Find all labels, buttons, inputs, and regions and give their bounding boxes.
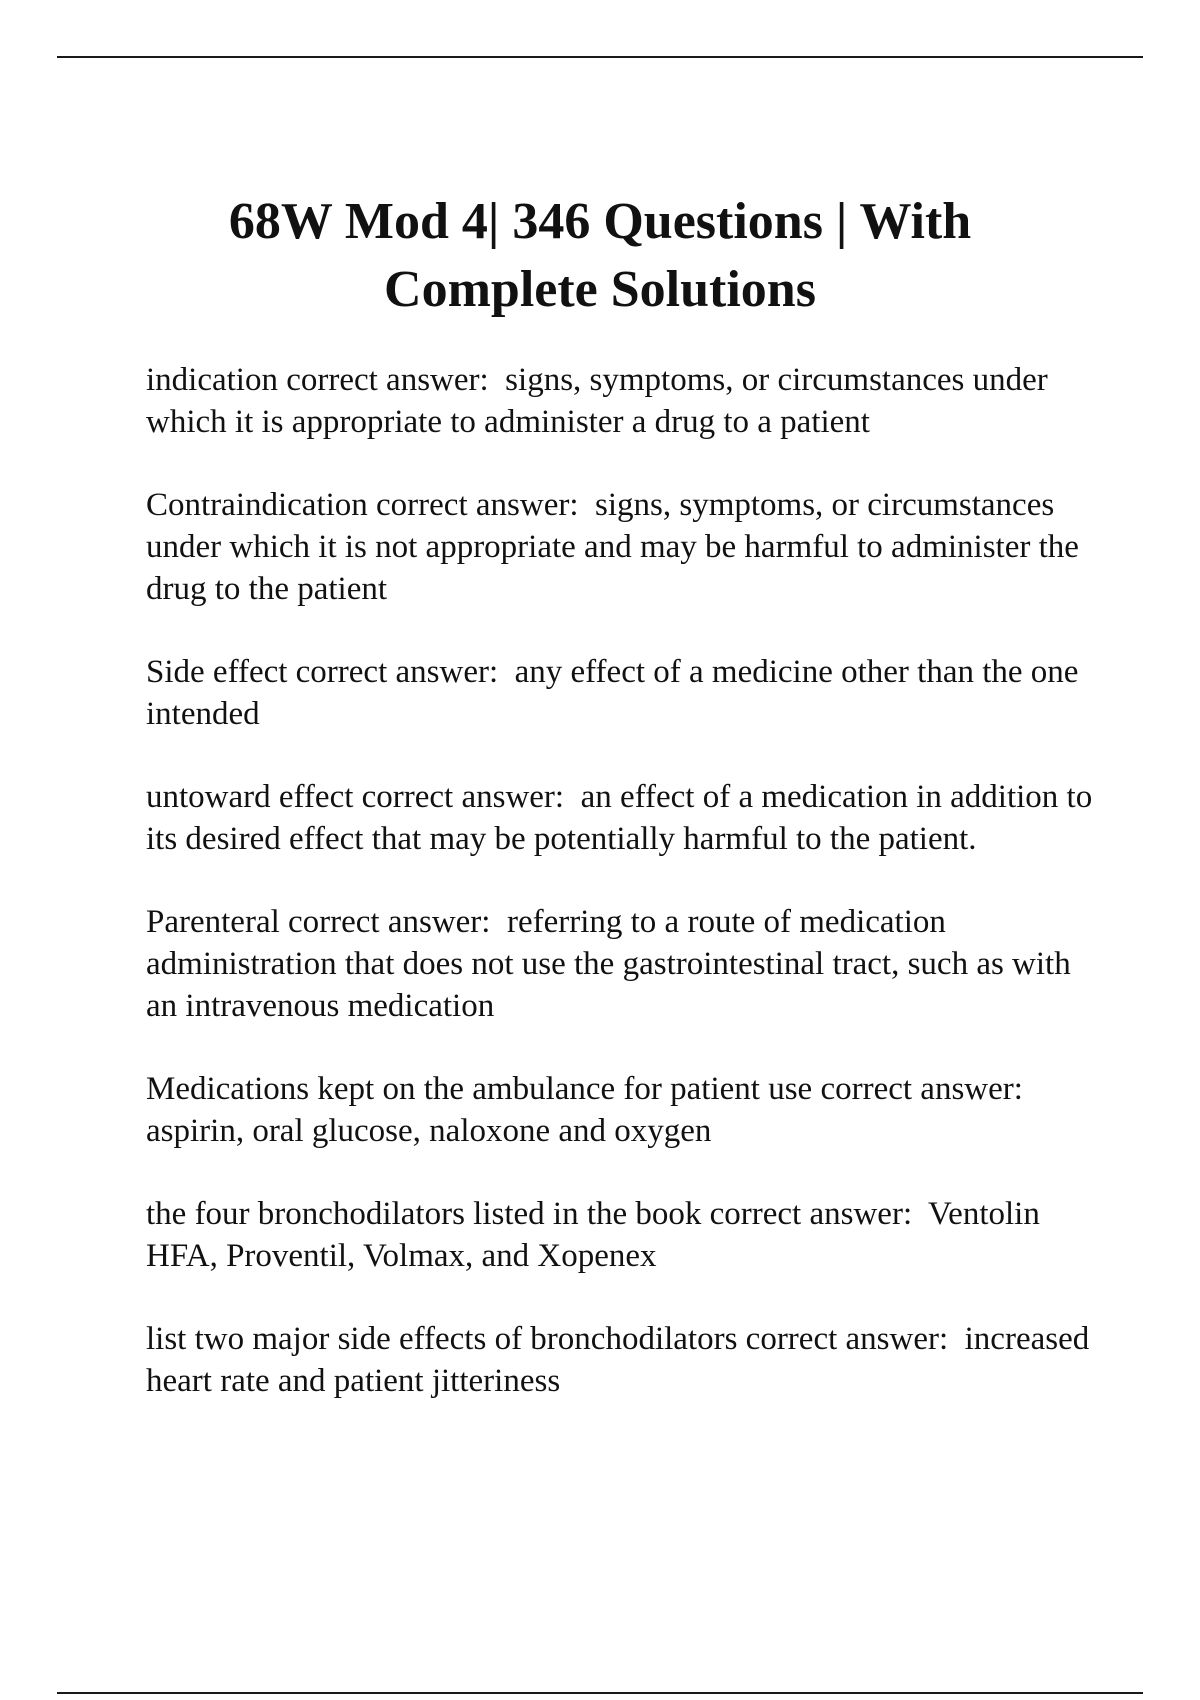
question-answer-list — [146, 359, 1101, 1443]
qa-item-parenteral: Parenteral correct answer: referring to a route of medication administration that does not use the gastrointestinal tract, such as with an intravenous medication — [146, 904, 1079, 1024]
page-title — [100, 188, 1100, 324]
qa-item-indication: indication correct answer: signs, symptoms, or circumstances under which it is appropriate to administer a drug to a patient — [146, 362, 1057, 440]
qa-item-untoward-effect: untoward effect correct answer: an effect of a medication in addition to its desired effect that may be potentially harmful to the patient. — [146, 779, 1101, 857]
bottom-divider — [57, 1692, 1143, 1694]
qa-item-ambulance-medications: Medications kept on the ambulance for patient use correct answer: aspirin, oral glucose, naloxone and oxygen — [146, 1071, 1040, 1149]
top-divider — [57, 56, 1143, 58]
qa-item-side-effect: Side effect correct answer: any effect of a medicine other than the one intended — [146, 654, 1087, 732]
title-line-1: 68W Mod 4| 346 Questions | With — [228, 193, 972, 250]
qa-item-bronchodilators: the four bronchodilators listed in the book correct answer: Ventolin HFA, Proventil, Volmax, and Xopenex — [146, 1196, 1049, 1274]
qa-item-bronchodilator-side-effects: list two major side effects of bronchodilators correct answer: increased heart rate and patient jitteriness — [146, 1321, 1098, 1399]
title-line-2: Complete Solutions — [384, 261, 816, 318]
qa-item-contraindication: Contraindication correct answer: signs, symptoms, or circumstances under which it is not appropriate and may be harmful to administer the drug to the patient — [146, 487, 1088, 607]
